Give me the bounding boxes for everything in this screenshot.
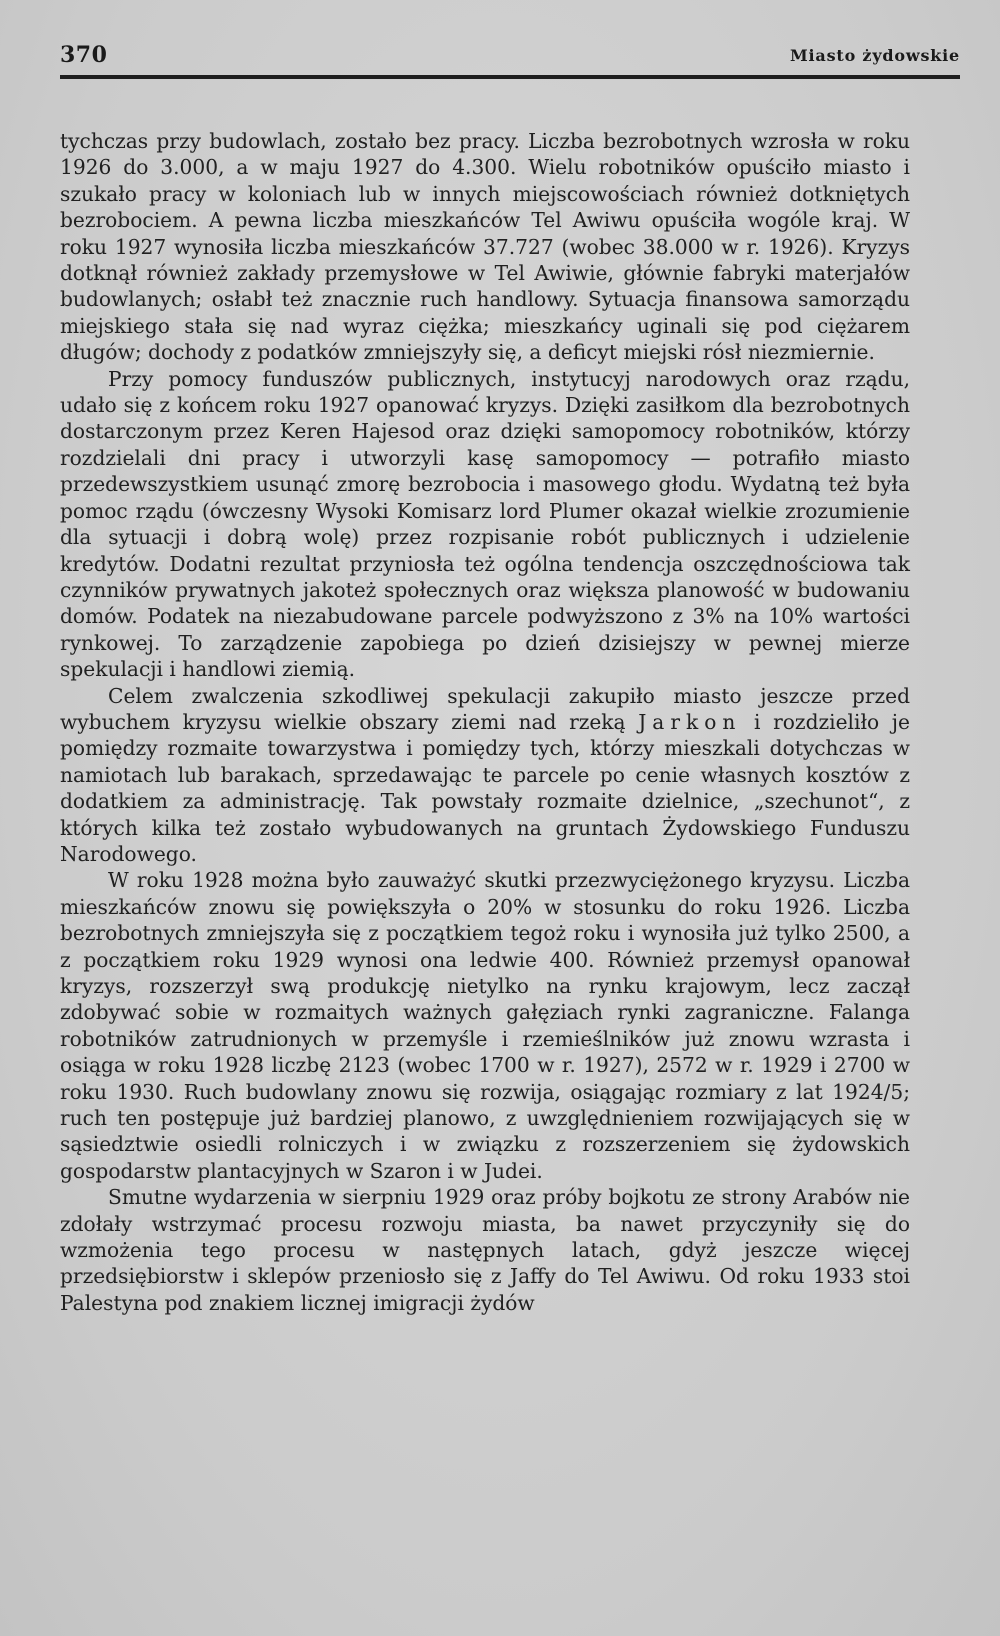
paragraph-3-part-2: i rozdzieliło je pomiędzy rozmaite towarzystwa i pomiędzy tych, którzy mieszkali dotychczas w namiotach lub barakach, sprzedawając te parcele po cenie własnych kosztów z dodatkiem za administrację. Tak powstały rozmaite dzielnice, „szechunot“, z których kilka też zostało wybudowanych na gruntach Żydowskiego Funduszu Narodowego. — [60, 709, 910, 866]
running-head: Miasto żydowskie — [790, 46, 960, 65]
paragraph-3-part-1: Celem zwalczenia szkodliwej spekulacji zakupiło miasto jeszcze przed wybuchem kryzysu wielkie obszary ziemi nad rzeką — [60, 683, 910, 734]
page-header — [60, 30, 960, 70]
page-number: 370 — [60, 42, 108, 68]
paragraph-1: tychczas przy budowlach, zostało bez pracy. Liczba bezrobotnych wzrosła w roku 1926 do 3.000, a w maju 1927 do 4.300. Wielu robotników opuściło miasto i szukało pracy w koloniach lub w innych miejscowościach również dotkniętych bezrobociem. A pewna liczba mieszkańców Tel Awiwu opuściła wogóle kraj. W roku 1927 wynosiła liczba mieszkańców 37.727 (wobec 38.000 w r. 1926). Kryzys dotknął również zakłady przemysłowe w Tel Awiwie, głównie fabryki materjałów budowlanych; osłabł też znacznie ruch handlowy. Sytuacja finansowa samorządu miejskiego stała się nad wyraz ciężka; mieszkańcy uginali się pod ciężarem długów; dochody z podatków zmniejszyły się, a deficyt miejski rósł niezmiernie. — [60, 129, 910, 365]
paragraph-2: Przy pomocy funduszów publicznych, instytucyj narodowych oraz rządu, udało się z końcem roku 1927 opanować kryzys. Dzięki zasiłkom dla bezrobotnych dostarczonym przez Keren Hajesod oraz dzięki samopomocy robotników, którzy rozdzielali dni pracy i utworzyli kasę samopomocy — potrafiło miasto przedewszystkiem usunąć zmorę bezrobocia i masowego głodu. Wydatną też była pomoc rządu (ówczesny Wysoki Komisarz lord Plumer okazał wielkie zrozumienie dla sytuacji i dobrą wolę) przez rozpisanie robót publicznych i udzielenie kredytów. Dodatni rezultat przyniosła też ogólna tendencja oszczędnościowa tak czynników prywatnych jakoteż społecznych oraz większa planowość w budowaniu domów. Podatek na niezabudowane parcele podwyższono z 3% na 10% wartości rynkowej. To zarządzenie zapobiega po dzień dzisiejszy w pewnej mierze spekulacji i handlowi ziemią. — [60, 366, 910, 682]
header-rule — [60, 75, 960, 79]
spaced-name-jarkon: Jarkon — [638, 709, 742, 734]
paragraph-4: W roku 1928 można było zauważyć skutki przezwyciężonego kryzysu. Liczba mieszkańców znowu się powiększyła o 20% w stosunku do roku 1926. Liczba bezrobotnych zmniejszyła się z początkiem tegoż roku i wynosiła już tylko 2500, a z początkiem roku 1929 wynosi ona ledwie 400. Również przemysł opanował kryzys, rozszerzył swą produkcję nietylko na rynku krajowym, lecz zaczął zdobywać sobie w rozmaitych ważnych gałęziach rynki zagraniczne. Falanga robotników zatrudnionych w przemyśle i rzemieślników już znowu wzrasta i osiąga w roku 1928 liczbę 2123 (wobec 1700 w r. 1927), 2572 w r. 1929 i 2700 w roku 1930. Ruch budowlany znowu się rozwija, osiągając rozmiary z lat 1924/5; ruch ten postępuje już bardziej planowo, z uwzględnieniem rozwijających się w sąsiedztwie osiedli rolniczych i w związku z rozszerzeniem się żydowskich gospodarstw plantacyjnych w Szaron i w Judei. — [60, 868, 910, 1183]
body-text — [60, 128, 910, 1316]
paragraph-5: Smutne wydarzenia w sierpniu 1929 oraz próby bojkotu ze strony Arabów nie zdołały wstrzymać procesu rozwoju miasta, ba nawet przyczyniły się do wzmożenia tego procesu w następnych latach, gdyż jeszcze więcej przedsiębiorstw i sklepów przeniosło się z Jaffy do Tel Awiwu. Od roku 1933 stoi Palestyna pod znakiem licznej imigracji żydów — [60, 1185, 910, 1315]
paragraph-3 — [60, 683, 910, 868]
